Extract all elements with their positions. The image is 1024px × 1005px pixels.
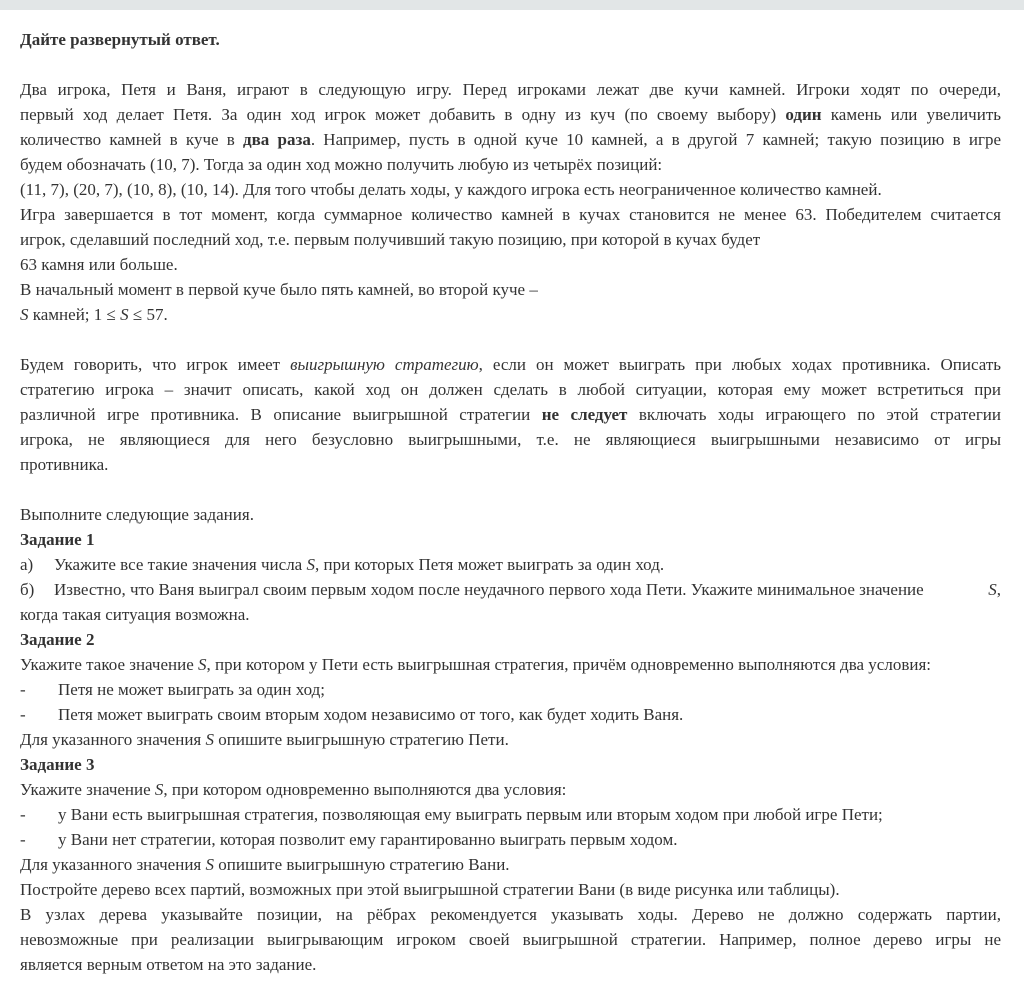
intro-line: будем обозначать (10, 7). Тогда за один ход можно получить любую из четырёх позиций: bbox=[20, 155, 663, 174]
intro-line: Игра завершается в тот момент, когда суммарное количество камней в кучах становится не менее 63. Победителем считается bbox=[20, 205, 1001, 224]
intro-section bbox=[20, 77, 1001, 327]
text: , при котором одновременно выполняются два условия: bbox=[163, 780, 567, 799]
text: первый ход делает Петя. За один ход игрок может добавить в одну из куч (по своему выбору) bbox=[20, 105, 777, 124]
bold-text: один bbox=[785, 105, 822, 124]
intro-line bbox=[20, 302, 1001, 327]
task1-item-b-cont: когда такая ситуация возможна. bbox=[20, 605, 250, 624]
variable-s: S bbox=[120, 305, 129, 324]
intro-line: В начальный момент в первой куче было пять камней, во второй куче – bbox=[20, 280, 538, 299]
text: включать ходы играющего по этой стратегии bbox=[638, 405, 1002, 424]
strategy-line: игрока, не являющиеся для него безусловно выигрышными, т.е. не являющиеся выигрышными независимо от игры bbox=[20, 430, 1001, 449]
text: Укажите все такие значения числа bbox=[54, 555, 307, 574]
item-label: б) bbox=[20, 580, 35, 599]
task3-line bbox=[20, 852, 1001, 877]
text: , при которых Петя может выиграть за один ход. bbox=[314, 555, 665, 574]
text: Укажите значение bbox=[20, 780, 155, 799]
top-bar bbox=[0, 0, 1024, 10]
bullet-text: Петя не может выиграть за один ход; bbox=[58, 680, 325, 699]
variable-s: S bbox=[154, 780, 164, 799]
task-document bbox=[20, 27, 1001, 977]
tasks-intro: Выполните следующие задания. bbox=[20, 505, 254, 524]
strategy-line: противника. bbox=[20, 455, 109, 474]
bullet-text: у Вани есть выигрышная стратегия, позволяющая ему выиграть первым или вторым ходом при любой игре Пети; bbox=[58, 805, 883, 824]
variable-s: S bbox=[20, 305, 29, 324]
italic-text: выигрышную стратегию bbox=[290, 355, 479, 374]
variable-s: S bbox=[306, 555, 315, 574]
variable-s: S bbox=[988, 580, 997, 599]
task2-line bbox=[20, 652, 1001, 677]
intro-line bbox=[20, 127, 1001, 152]
text: камней; 1 ≤ bbox=[28, 305, 121, 324]
page-title: Дайте развернутый ответ. bbox=[20, 30, 220, 49]
bullet-text: Петя может выиграть своим вторым ходом независимо от того, как будет ходить Ваня. bbox=[58, 705, 684, 724]
bold-text: два раза bbox=[243, 130, 311, 149]
text bbox=[988, 577, 1001, 602]
dash-marker: - bbox=[20, 805, 26, 824]
text: Укажите такое значение bbox=[20, 655, 199, 674]
task3-title: Задание 3 bbox=[20, 755, 95, 774]
task3-line bbox=[20, 777, 1001, 802]
task1-item-b bbox=[20, 577, 1001, 602]
task2-bullet bbox=[20, 702, 1001, 727]
task3-bullet bbox=[20, 802, 1001, 827]
text: различной игре противника. В описание выигрышной стратегии bbox=[20, 405, 531, 424]
dash-marker: - bbox=[20, 830, 26, 849]
text: , bbox=[996, 580, 1001, 599]
text: количество камней в куче в bbox=[20, 130, 235, 149]
bold-text: не следует bbox=[541, 405, 628, 424]
variable-s: S bbox=[205, 730, 214, 749]
strategy-section bbox=[20, 352, 1001, 477]
task2-title: Задание 2 bbox=[20, 630, 95, 649]
dash-marker: - bbox=[20, 680, 26, 699]
text: . Например, пусть в одной куче 10 камней, а в другой 7 камней; такую позицию в игре bbox=[310, 130, 1001, 149]
task3-line: Постройте дерево всех партий, возможных при этой выигрышной стратегии Вани (в виде рисунка или таблицы). bbox=[20, 880, 840, 899]
intro-line: игрок, сделавший последний ход, т.е. первым получивший такую позицию, при которой в кучах будет bbox=[20, 230, 761, 249]
text: , при котором у Пети есть выигрышная стратегия, причём одновременно выполняются два условия: bbox=[206, 655, 931, 674]
item-text bbox=[54, 577, 1001, 602]
task3-line: В узлах дерева указывайте позиции, на рёбрах рекомендуется указывать ходы. Дерево не должно содержать партии, bbox=[20, 905, 1001, 924]
intro-line bbox=[20, 102, 1001, 127]
task2-bullet bbox=[20, 677, 1001, 702]
text: ≤ 57. bbox=[128, 305, 168, 324]
strategy-line bbox=[20, 352, 1001, 377]
task1-title: Задание 1 bbox=[20, 530, 95, 549]
strategy-line: стратегию игрока – значит описать, какой ход он должен сделать в любой ситуации, которая ему может встретиться при bbox=[20, 380, 1001, 399]
item-label: а) bbox=[20, 555, 34, 574]
item-text bbox=[54, 552, 664, 577]
bullet-text: у Вани нет стратегии, которая позволит ему гарантированно выиграть первым ходом. bbox=[58, 830, 678, 849]
intro-line: Два игрока, Петя и Ваня, играют в следующую игру. Перед игроками лежат две кучи камней. Игроки ходят по очереди, bbox=[20, 80, 1001, 99]
task2-line bbox=[20, 727, 1001, 752]
text: , если он может выиграть при любых ходах противника. Описать bbox=[478, 355, 1002, 374]
text: Для указанного значения bbox=[20, 730, 206, 749]
variable-s: S bbox=[205, 855, 214, 874]
strategy-line bbox=[20, 402, 1001, 427]
text: Будем говорить, что игрок имеет bbox=[20, 355, 291, 374]
text: камень или увеличить bbox=[830, 105, 1001, 124]
text: опишите выигрышную стратегию Вани. bbox=[214, 855, 510, 874]
task1-item-a bbox=[20, 552, 1001, 577]
task3-bullet bbox=[20, 827, 1001, 852]
task3-line: невозможные при реализации выигрывающим игроком своей выигрышной стратегии. Например, полное дерево игры не bbox=[20, 930, 1001, 949]
text: Известно, что Ваня выиграл своим первым ходом после неудачного первого хода Пети. Укажите минимальное значение bbox=[54, 580, 924, 599]
intro-line: (11, 7), (20, 7), (10, 8), (10, 14). Для того чтобы делать ходы, у каждого игрока есть неограниченное количество камней. bbox=[20, 180, 882, 199]
text: Для указанного значения bbox=[20, 855, 206, 874]
task3-line: является верным ответом на это задание. bbox=[20, 955, 317, 974]
intro-line: 63 камня или больше. bbox=[20, 255, 178, 274]
variable-s: S bbox=[198, 655, 207, 674]
text: опишите выигрышную стратегию Пети. bbox=[214, 730, 509, 749]
tasks-section bbox=[20, 502, 1001, 977]
dash-marker: - bbox=[20, 705, 26, 724]
